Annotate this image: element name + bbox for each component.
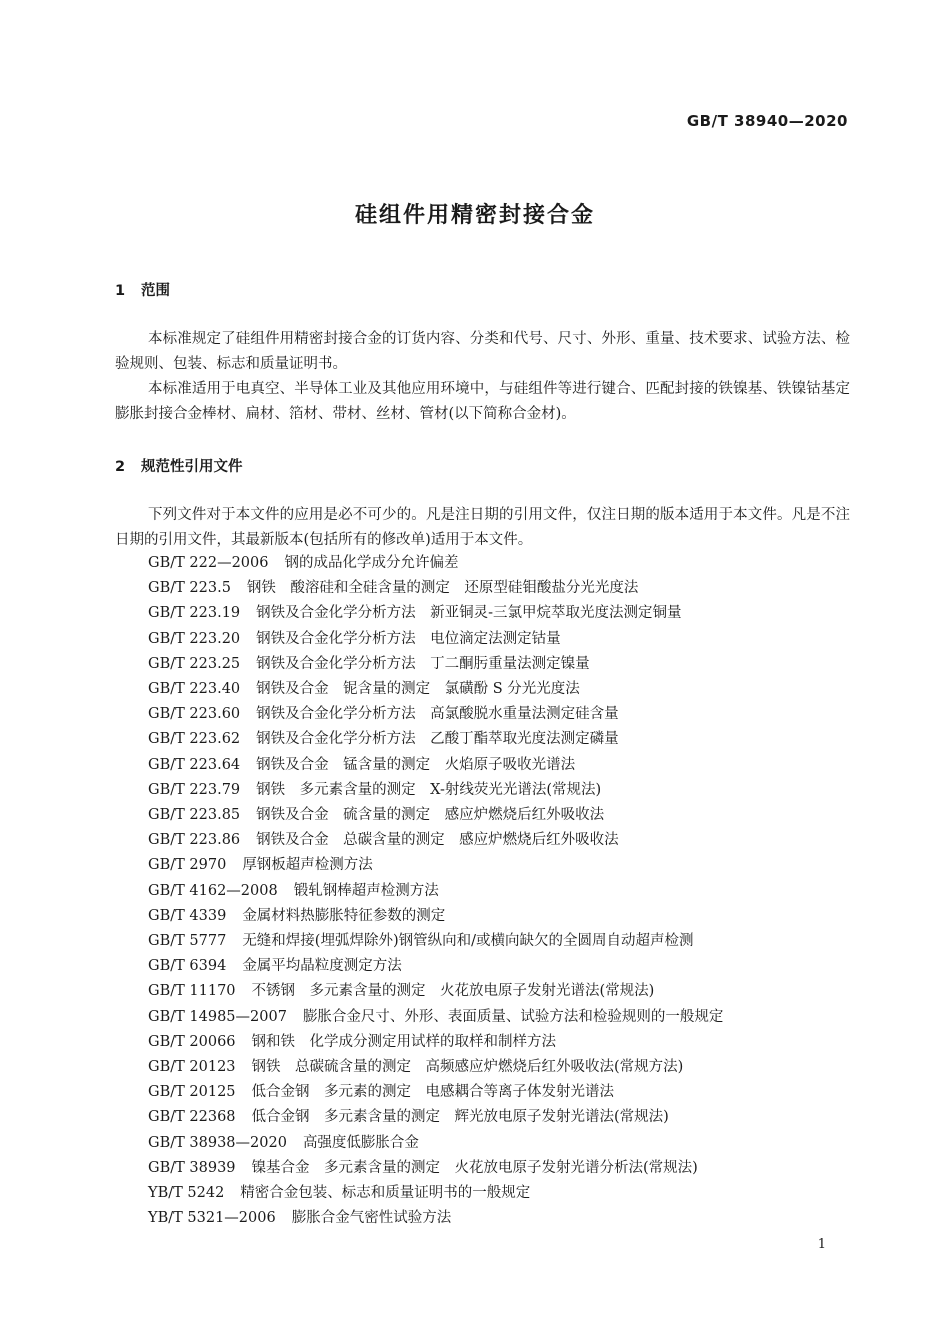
- section-title: 范围: [141, 283, 170, 299]
- reference-item: [148, 1080, 723, 1105]
- section-title: 规范性引用文件: [141, 459, 243, 475]
- reference-code: GB/T 223.25: [148, 655, 241, 672]
- reference-item: [148, 627, 723, 652]
- reference-title: 钢铁 总碳硫含量的测定 高频感应炉燃烧后红外吸收法(常规方法): [251, 1059, 684, 1076]
- reference-title: 厚钢板超声检测方法: [242, 857, 373, 874]
- scope-paragraph-1: 本标准规定了硅组件用精密封接合金的订货内容、分类和代号、尺寸、外形、重量、技术要求、试验方法、检验规则、包装、标志和质量证明书。: [115, 331, 850, 372]
- reference-code: GB/T 4339: [148, 907, 227, 924]
- reference-item: [148, 803, 723, 828]
- reference-code: GB/T 223.64: [148, 756, 241, 773]
- reference-title: 膨胀合金尺寸、外形、表面质量、试验方法和检验规则的一般规定: [302, 1008, 724, 1025]
- reference-item: [148, 576, 723, 601]
- reference-title: 钢铁 酸溶硅和全硅含量的测定 还原型硅钼酸盐分光光度法: [246, 580, 639, 597]
- reference-item: [148, 1005, 723, 1030]
- reference-code: GB/T 222—2006: [148, 555, 269, 571]
- reference-title: 钢铁及合金 锰含量的测定 火焰原子吸收光谱法: [256, 756, 576, 773]
- reference-item: [148, 677, 723, 702]
- reference-list: [148, 551, 723, 1231]
- reference-title: 镍基合金 多元素含量的测定 火花放电原子发射光谱分析法(常规法): [251, 1159, 698, 1176]
- reference-title: 高强度低膨胀合金: [302, 1134, 419, 1151]
- reference-code: GB/T 20123: [148, 1059, 236, 1076]
- reference-code: GB/T 223.19: [148, 605, 241, 622]
- reference-item: [148, 1156, 723, 1181]
- section-heading-normative-references: [115, 455, 243, 476]
- reference-item: [148, 1030, 723, 1055]
- section-number: 1: [115, 283, 126, 299]
- reference-code: GB/T 223.85: [148, 807, 241, 824]
- reference-title: 钢铁及合金化学分析方法 新亚铜灵-三氯甲烷萃取光度法测定铜量: [256, 605, 682, 622]
- reference-code: GB/T 38939: [148, 1159, 236, 1176]
- reference-item: [148, 702, 723, 727]
- reference-code: GB/T 4162—2008: [148, 882, 278, 899]
- reference-code: YB/T 5242: [148, 1185, 225, 1202]
- reference-title: 钢铁及合金化学分析方法 电位滴定法测定钴量: [256, 630, 561, 647]
- reference-item: [148, 828, 723, 853]
- reference-code: GB/T 2970: [148, 857, 227, 874]
- reference-code: GB/T 223.40: [148, 681, 241, 698]
- reference-code: GB/T 6394: [148, 958, 227, 975]
- reference-code: GB/T 223.62: [148, 731, 241, 748]
- reference-item: [148, 954, 723, 979]
- reference-item: [148, 1105, 723, 1130]
- reference-code: GB/T 38938—2020: [148, 1134, 287, 1151]
- reference-item: [148, 778, 723, 803]
- reference-title: 不锈钢 多元素含量的测定 火花放电原子发射光谱法(常规法): [251, 983, 655, 1000]
- scope-paragraph-2: 本标准适用于电真空、半导体工业及其他应用环境中，与硅组件等进行键合、匹配封接的铁镍基、铁镍钴基定膨胀封接合金棒材、扁材、箔材、带材、丝材、管材(以下简称合金材)。: [115, 381, 850, 422]
- reference-code: GB/T 223.86: [148, 832, 241, 849]
- reference-title: 钢铁及合金 总碳含量的测定 感应炉燃烧后红外吸收法: [256, 832, 619, 849]
- reference-item: [148, 979, 723, 1004]
- reference-title: 低合金钢 多元素的测定 电感耦合等离子体发射光谱法: [251, 1084, 615, 1101]
- reference-code: YB/T 5321—2006: [148, 1210, 276, 1227]
- reference-title: 钢铁及合金化学分析方法 高氯酸脱水重量法测定硅含量: [256, 706, 619, 723]
- document-title: 硅组件用精密封接合金: [354, 203, 595, 228]
- standard-number: GB/T 38940—2020: [686, 112, 848, 130]
- reference-item: [148, 652, 723, 677]
- reference-code: GB/T 20125: [148, 1084, 236, 1101]
- reference-title: 钢和铁 化学成分测定用试样的取样和制样方法: [251, 1033, 557, 1050]
- reference-title: 金属材料热膨胀特征参数的测定: [242, 907, 446, 924]
- section-heading-scope: [115, 279, 170, 300]
- reference-code: GB/T 14985—2007: [148, 1008, 287, 1025]
- reference-item: [148, 1055, 723, 1080]
- reference-item: [148, 1181, 723, 1206]
- reference-code: GB/T 223.20: [148, 630, 241, 647]
- reference-item: [148, 727, 723, 752]
- reference-item: [148, 753, 723, 778]
- reference-title: 膨胀合金气密性试验方法: [291, 1210, 452, 1227]
- reference-code: GB/T 22368: [148, 1109, 236, 1126]
- reference-title: 钢的成品化学成分允许偏差: [284, 555, 459, 571]
- references-intro-paragraph: 下列文件对于本文件的应用是必不可少的。凡是注日期的引用文件，仅注日期的版本适用于本文件。凡是不注日期的引用文件，其最新版本(包括所有的修改单)适用于本文件。: [115, 507, 850, 548]
- reference-code: GB/T 11170: [148, 983, 236, 1000]
- reference-title: 钢铁及合金化学分析方法 乙酸丁酯萃取光度法测定磷量: [256, 731, 619, 748]
- reference-item: [148, 551, 723, 576]
- reference-title: 金属平均晶粒度测定方法: [242, 958, 402, 975]
- reference-title: 无缝和焊接(埋弧焊除外)钢管纵向和/或横向缺欠的全圆周自动超声检测: [242, 933, 694, 950]
- reference-title: 锻轧钢棒超声检测方法: [293, 882, 439, 899]
- reference-item: [148, 879, 723, 904]
- section-number: 2: [115, 459, 126, 475]
- reference-code: GB/T 5777: [148, 933, 227, 950]
- page-number: 1: [817, 1237, 826, 1252]
- reference-item: [148, 929, 723, 954]
- reference-item: [148, 1206, 723, 1231]
- reference-item: [148, 601, 723, 626]
- reference-code: GB/T 20066: [148, 1033, 236, 1050]
- reference-title: 钢铁及合金 硫含量的测定 感应炉燃烧后红外吸收法: [256, 807, 605, 824]
- reference-title: 精密合金包装、标志和质量证明书的一般规定: [240, 1185, 531, 1202]
- reference-title: 钢铁 多元素含量的测定 X-射线荧光光谱法(常规法): [256, 781, 602, 798]
- reference-title: 钢铁及合金 铌含量的测定 氯磺酚 S 分光光度法: [256, 681, 580, 698]
- reference-item: [148, 853, 723, 878]
- reference-item: [148, 1131, 723, 1156]
- reference-code: GB/T 223.60: [148, 706, 241, 723]
- reference-title: 钢铁及合金化学分析方法 丁二酮肟重量法测定镍量: [256, 655, 590, 672]
- reference-code: GB/T 223.79: [148, 781, 241, 798]
- reference-item: [148, 904, 723, 929]
- reference-title: 低合金钢 多元素含量的测定 辉光放电原子发射光谱法(常规法): [251, 1109, 669, 1126]
- reference-code: GB/T 223.5: [148, 580, 231, 597]
